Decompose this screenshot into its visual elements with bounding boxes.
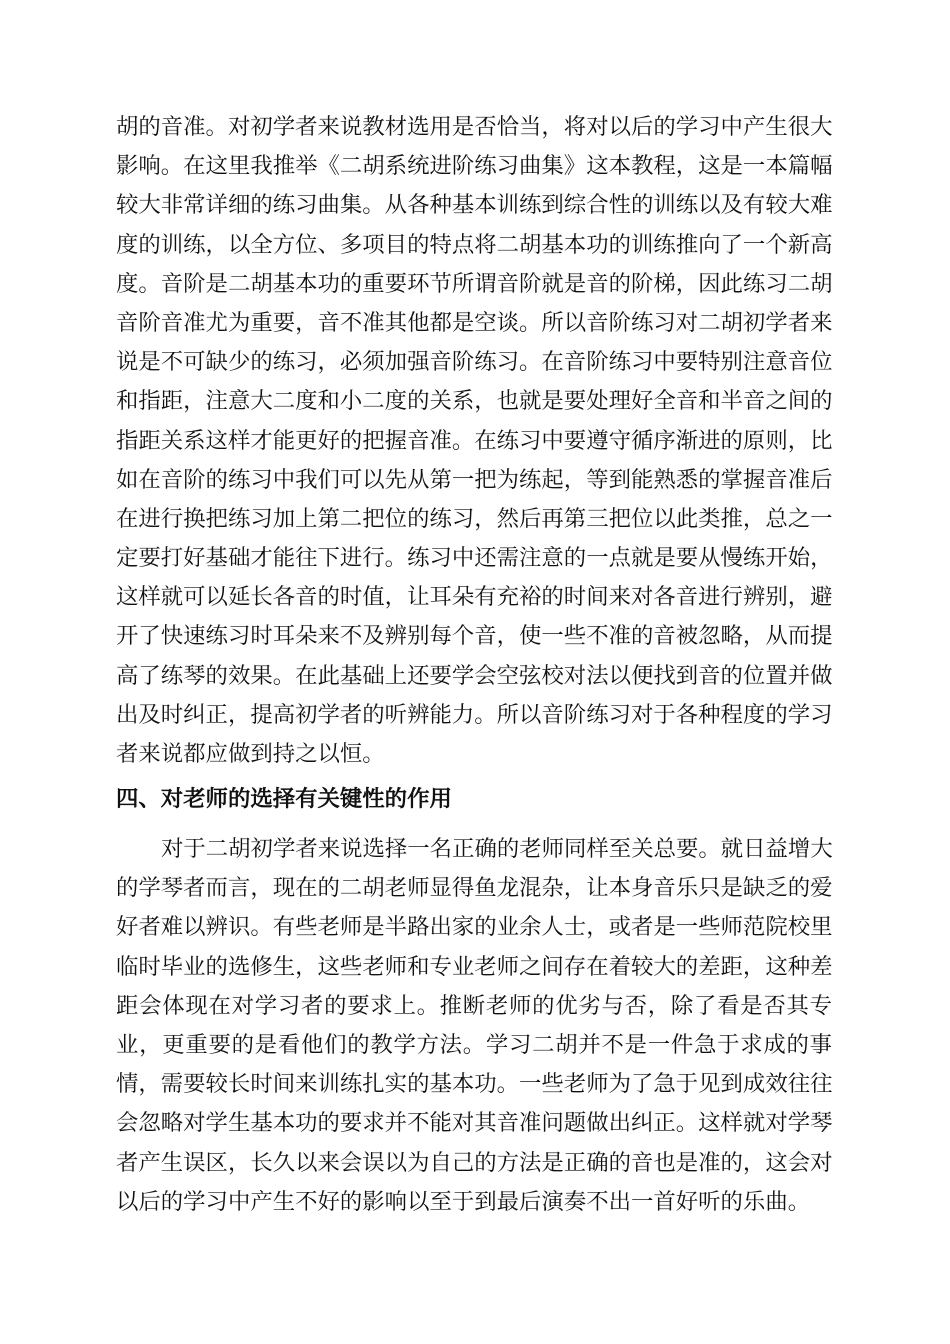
text-line: 度。音阶是二胡基本功的重要环节所谓音阶就是音的阶梯，因此练习二胡: [116, 270, 833, 297]
text-line: 胡的音准。对初学者来说教材选用是否恰当，将对以后的学习中产生很大: [116, 114, 833, 140]
text-line: 这样就可以延长各音的时值，让耳朵有充裕的时间来对各音进行辨别，避: [116, 584, 833, 611]
text-line: 者来说都应做到持之以恒。: [116, 741, 385, 767]
text-line: 指距关系这样才能更好的把握音准。在练习中要遵守循序渐进的原则，比: [116, 427, 833, 454]
text-line: 对于二胡初学者来说选择一名正确的老师同样至关总要。就日益增大: [161, 836, 833, 862]
body-paragraph-1: [116, 108, 832, 774]
text-line: 好者难以辨识。有些老师是半路出家的业余人士，或者是一些师范院校里: [116, 914, 833, 941]
text-line: 业，更重要的是看他们的教学方法。学习二胡并不是一件急于求成的事: [116, 1031, 832, 1058]
text-line: 度的训练，以全方位、多项目的特点将二胡基本功的训练推向了一个新高: [116, 231, 833, 258]
body-paragraph-2: [116, 830, 832, 1222]
text-line: 会忽略对学生基本功的要求并不能对其音准问题做出纠正。这样就对学琴: [116, 1110, 833, 1137]
text-line: 以后的学习中产生不好的影响以至于到最后演奏不出一首好听的乐曲。: [116, 1188, 811, 1215]
text-line: 距会体现在对学习者的要求上。推断老师的优劣与否，除了看是否其专: [116, 992, 832, 1019]
text-line: 定要打好基础才能往下进行。练习中还需注意的一点就是要从慢练开始，: [116, 545, 833, 572]
document-page: [116, 108, 833, 1215]
text-line: 在进行换把练习加上第二把位的练习，然后再第三把位以此类推，总之一: [116, 505, 833, 532]
text-line: 的学琴者而言，现在的二胡老师显得鱼龙混杂，让本身音乐只是缺乏的爱: [116, 875, 833, 902]
text-line: 临时毕业的选修生，这些老师和专业老师之间存在着较大的差距，这种差: [116, 953, 833, 980]
section-heading: 四、对老师的选择有关键性的作用: [116, 786, 452, 812]
text-line: 如在音阶的练习中我们可以先从第一把为练起，等到能熟悉的掌握音准后: [116, 466, 833, 493]
text-line: 高了练琴的效果。在此基础上还要学会空弦校对法以便找到音的位置并做: [116, 662, 833, 689]
text-line: 较大非常详细的练习曲集。从各种基本训练到综合性的训练以及有较大难: [116, 192, 833, 219]
text-line: 音阶音准尤为重要，音不准其他都是空谈。所以音阶练习对二胡初学者来: [116, 309, 833, 336]
text-line: 开了快速练习时耳朵来不及辨别每个音，使一些不准的音被忽略，从而提: [116, 623, 833, 650]
text-line: 者产生误区，长久以来会误以为自己的方法是正确的音也是准的，这会对: [116, 1149, 833, 1176]
text-line: 和指距，注意大二度和小二度的关系，也就是要处理好全音和半音之间的: [116, 388, 833, 415]
text-line: 情，需要较长时间来训练扎实的基本功。一些老师为了急于见到成效往往: [116, 1071, 833, 1098]
text-line: 出及时纠正，提高初学者的听辨能力。所以音阶练习对于各种程度的学习: [116, 701, 833, 728]
text-line: 影响。在这里我推举《二胡系统进阶练习曲集》这本教程，这是一本篇幅: [116, 153, 833, 180]
text-line: 说是不可缺少的练习，必须加强音阶练习。在音阶练习中要特别注意音位: [116, 349, 833, 376]
